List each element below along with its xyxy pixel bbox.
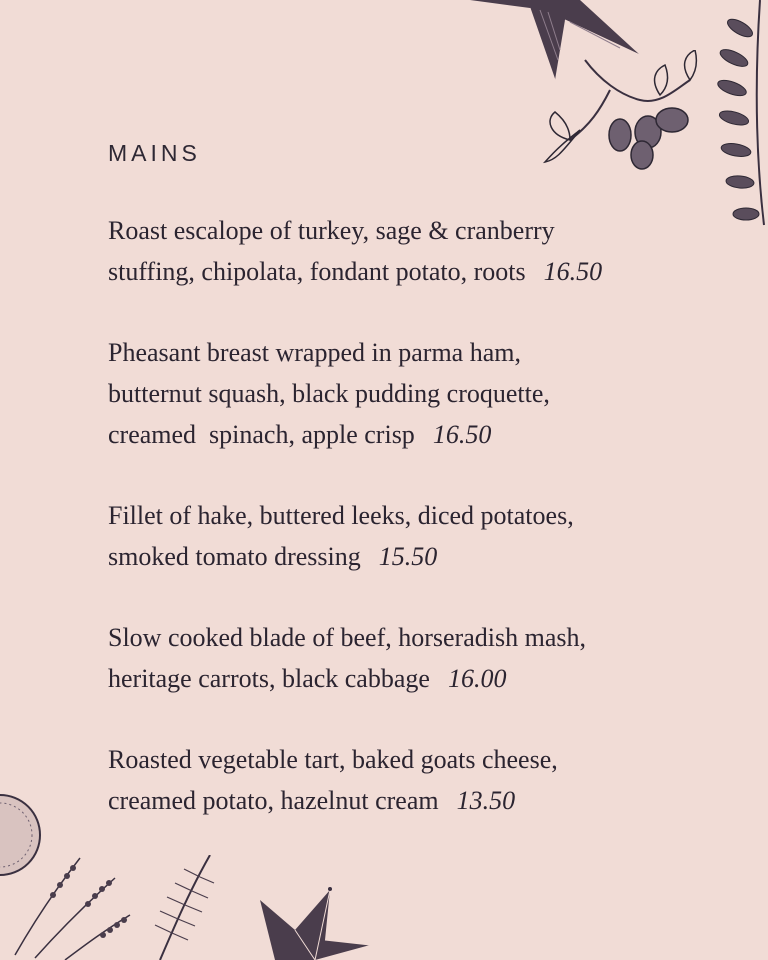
menu-item: [108, 332, 708, 455]
lavender-sprig-icon: [5, 850, 135, 960]
dish-description-line: Roasted vegetable tart, baked goats cheese,: [108, 745, 558, 774]
menu-item: [108, 739, 708, 821]
dish-description-line: stuffing, chipolata, fondant potato, roots: [108, 257, 526, 286]
pine-branch-icon: [150, 855, 220, 960]
menu-item: [108, 617, 708, 699]
dish-description-line: smoked tomato dressing: [108, 542, 361, 571]
dish-price: 15.50: [378, 542, 438, 571]
dish-description-line: Pheasant breast wrapped in parma ham,: [108, 338, 521, 367]
dish-price: 16.00: [447, 664, 507, 693]
dish-price: 13.50: [456, 786, 516, 815]
dish-price: 16.50: [543, 257, 603, 286]
menu-list: [108, 210, 708, 861]
dish-price: 16.50: [432, 420, 492, 449]
dish-description-line: creamed spinach, apple crisp: [108, 420, 415, 449]
dish-description-line: butternut squash, black pudding croquette,: [108, 379, 550, 408]
star-icon: [255, 885, 375, 960]
dish-description-line: Roast escalope of turkey, sage & cranberry: [108, 216, 555, 245]
menu-item: [108, 210, 708, 292]
dish-description-line: creamed potato, hazelnut cream: [108, 786, 439, 815]
menu-item: [108, 495, 708, 577]
dish-description-line: Fillet of hake, buttered leeks, diced potatoes,: [108, 501, 574, 530]
dish-description-line: Slow cooked blade of beef, horseradish mash,: [108, 623, 586, 652]
fern-leaf-icon: [712, 0, 768, 230]
section-heading: MAINS: [108, 140, 201, 166]
dish-description-line: heritage carrots, black cabbage: [108, 664, 430, 693]
rosehip-branch-icon: [540, 50, 700, 175]
